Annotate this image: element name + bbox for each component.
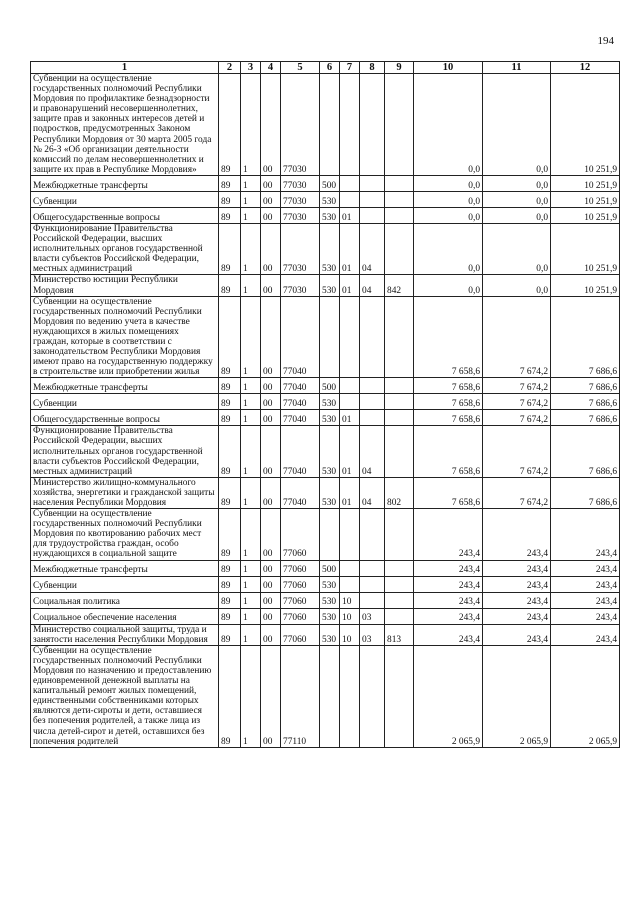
code-cell: 1 (241, 223, 261, 274)
code-cell (340, 509, 360, 560)
code-cell: 530 (320, 477, 340, 508)
code-cell: 10 (340, 624, 360, 645)
code-cell: 00 (261, 296, 281, 378)
code-cell (360, 560, 385, 576)
table-header-row (31, 62, 620, 74)
amount-cell: 243,4 (551, 576, 620, 592)
code-cell (385, 560, 414, 576)
column-header: 9 (385, 62, 414, 74)
code-cell: 530 (320, 207, 340, 223)
amount-cell: 0,0 (414, 223, 483, 274)
code-cell (360, 592, 385, 608)
code-cell (360, 394, 385, 410)
amount-cell: 243,4 (551, 509, 620, 560)
table-row (31, 378, 620, 394)
row-name: Межбюджетные трансферты (31, 175, 219, 191)
amount-cell: 0,0 (414, 275, 483, 296)
row-name: Субвенции на осуществление государственных полномочий Республики Мордовия по профилактике безнадзорности и правонарушений несовершеннолетних, защите прав и законных интересов детей и подростков, предусмотренных Законом Республики Мордовия от 30 марта 2005 года № 26-З «Об организации деятельности комиссий по делам несовершеннолетних и защите их прав в Республике Мордовия» (31, 74, 219, 176)
amount-cell: 10 251,9 (551, 223, 620, 274)
code-cell: 530 (320, 608, 340, 624)
amount-cell: 7 658,6 (414, 378, 483, 394)
code-cell (385, 296, 414, 378)
code-cell: 1 (241, 608, 261, 624)
code-cell (360, 175, 385, 191)
code-cell: 89 (219, 410, 241, 426)
code-cell: 1 (241, 645, 261, 747)
code-cell (385, 576, 414, 592)
amount-cell: 243,4 (483, 509, 551, 560)
amount-cell: 243,4 (483, 624, 551, 645)
amount-cell: 0,0 (414, 175, 483, 191)
code-cell: 500 (320, 560, 340, 576)
code-cell: 842 (385, 275, 414, 296)
code-cell (385, 207, 414, 223)
code-cell: 77060 (281, 608, 320, 624)
code-cell (385, 645, 414, 747)
column-header: 3 (241, 62, 261, 74)
amount-cell: 10 251,9 (551, 207, 620, 223)
code-cell: 1 (241, 296, 261, 378)
code-cell: 89 (219, 624, 241, 645)
column-header: 2 (219, 62, 241, 74)
code-cell: 89 (219, 592, 241, 608)
code-cell: 1 (241, 175, 261, 191)
amount-cell: 7 686,6 (551, 394, 620, 410)
amount-cell: 7 658,6 (414, 410, 483, 426)
row-name: Субвенции (31, 576, 219, 592)
code-cell: 00 (261, 426, 281, 477)
code-cell: 1 (241, 191, 261, 207)
amount-cell: 243,4 (551, 592, 620, 608)
code-cell: 89 (219, 296, 241, 378)
code-cell: 04 (360, 426, 385, 477)
code-cell (385, 74, 414, 176)
amount-cell: 0,0 (483, 275, 551, 296)
row-name: Функционирование Правительства Российской Федерации, высших исполнительных органов государственной власти субъектов Российской Федерации, местных администраций (31, 223, 219, 274)
column-header: 1 (31, 62, 219, 74)
row-name: Министерство жилищно-коммунального хозяйства, энергетики и гражданской защиты населения Республики Мордовия (31, 477, 219, 508)
code-cell (340, 560, 360, 576)
code-cell: 530 (320, 394, 340, 410)
row-name: Субвенции на осуществление государственных полномочий Республики Мордовия по назначению и предоставлению единовременной денежной выплаты на капитальный ремонт жилых помещений, единственными собственниками которых являются дети-сироты и дети, оставшиеся без попечения родителей, а также лица из числа детей-сирот и детей, оставшихся без попечения родителей (31, 645, 219, 747)
code-cell: 89 (219, 477, 241, 508)
amount-cell: 0,0 (414, 207, 483, 223)
code-cell: 00 (261, 410, 281, 426)
code-cell: 530 (320, 576, 340, 592)
amount-cell: 243,4 (414, 624, 483, 645)
row-name: Социальная политика (31, 592, 219, 608)
amount-cell: 243,4 (551, 624, 620, 645)
code-cell: 01 (340, 207, 360, 223)
code-cell (385, 509, 414, 560)
code-cell (385, 191, 414, 207)
code-cell: 89 (219, 645, 241, 747)
code-cell: 77060 (281, 560, 320, 576)
code-cell: 01 (340, 223, 360, 274)
row-name: Субвенции на осуществление государственных полномочий Республики Мордовия по ведению учета в качестве нуждающихся в жилых помещениях граждан, которые в соответствии с законодательством Республики Мордовия имеют право на государственную поддержку в строительстве или приобретении жилья (31, 296, 219, 378)
table-row (31, 608, 620, 624)
table-row (31, 509, 620, 560)
column-header: 8 (360, 62, 385, 74)
code-cell: 03 (360, 624, 385, 645)
row-name: Межбюджетные трансферты (31, 560, 219, 576)
row-name: Министерство социальной защиты, труда и занятости населения Республики Мордовия (31, 624, 219, 645)
code-cell (385, 410, 414, 426)
amount-cell: 7 686,6 (551, 410, 620, 426)
code-cell: 89 (219, 608, 241, 624)
row-name: Субвенции (31, 191, 219, 207)
code-cell: 00 (261, 275, 281, 296)
table-row (31, 207, 620, 223)
table-row (31, 624, 620, 645)
code-cell: 00 (261, 624, 281, 645)
code-cell: 01 (340, 275, 360, 296)
column-header: 6 (320, 62, 340, 74)
amount-cell: 0,0 (483, 223, 551, 274)
code-cell (320, 509, 340, 560)
amount-cell: 10 251,9 (551, 74, 620, 176)
code-cell: 89 (219, 275, 241, 296)
code-cell: 802 (385, 477, 414, 508)
code-cell: 89 (219, 394, 241, 410)
row-name: Субвенции на осуществление государственных полномочий Республики Мордовия по квотированию рабочих мест для трудоустройства граждан, особо нуждающихся в социальной защите (31, 509, 219, 560)
code-cell: 04 (360, 477, 385, 508)
code-cell: 89 (219, 207, 241, 223)
code-cell: 04 (360, 223, 385, 274)
code-cell (360, 378, 385, 394)
code-cell: 1 (241, 275, 261, 296)
amount-cell: 2 065,9 (483, 645, 551, 747)
code-cell: 1 (241, 509, 261, 560)
code-cell: 77030 (281, 207, 320, 223)
code-cell: 1 (241, 560, 261, 576)
code-cell: 1 (241, 576, 261, 592)
table-row (31, 477, 620, 508)
code-cell (360, 191, 385, 207)
amount-cell: 10 251,9 (551, 275, 620, 296)
code-cell: 77030 (281, 223, 320, 274)
code-cell: 77060 (281, 624, 320, 645)
code-cell (385, 394, 414, 410)
amount-cell: 7 674,2 (483, 477, 551, 508)
code-cell: 00 (261, 223, 281, 274)
code-cell: 813 (385, 624, 414, 645)
code-cell: 77030 (281, 191, 320, 207)
code-cell: 77060 (281, 509, 320, 560)
amount-cell: 7 674,2 (483, 378, 551, 394)
code-cell (340, 378, 360, 394)
code-cell: 00 (261, 645, 281, 747)
code-cell: 00 (261, 175, 281, 191)
amount-cell: 7 658,6 (414, 394, 483, 410)
row-name: Межбюджетные трансферты (31, 378, 219, 394)
table-row (31, 296, 620, 378)
amount-cell: 7 686,6 (551, 378, 620, 394)
code-cell: 530 (320, 275, 340, 296)
code-cell: 77030 (281, 74, 320, 176)
code-cell: 01 (340, 477, 360, 508)
amount-cell: 243,4 (483, 576, 551, 592)
code-cell: 00 (261, 378, 281, 394)
amount-cell: 2 065,9 (551, 645, 620, 747)
code-cell (360, 296, 385, 378)
amount-cell: 0,0 (483, 207, 551, 223)
table-row (31, 592, 620, 608)
column-header: 11 (483, 62, 551, 74)
code-cell: 1 (241, 394, 261, 410)
table-row (31, 223, 620, 274)
amount-cell: 7 674,2 (483, 410, 551, 426)
code-cell: 77030 (281, 275, 320, 296)
code-cell: 1 (241, 592, 261, 608)
code-cell: 530 (320, 426, 340, 477)
code-cell: 01 (340, 426, 360, 477)
amount-cell: 10 251,9 (551, 191, 620, 207)
table-row (31, 191, 620, 207)
code-cell: 00 (261, 592, 281, 608)
table-row (31, 175, 620, 191)
code-cell: 500 (320, 378, 340, 394)
code-cell: 77040 (281, 394, 320, 410)
code-cell: 530 (320, 191, 340, 207)
amount-cell: 7 674,2 (483, 296, 551, 378)
amount-cell: 7 686,6 (551, 296, 620, 378)
code-cell: 500 (320, 175, 340, 191)
row-name: Социальное обеспечение населения (31, 608, 219, 624)
code-cell: 77040 (281, 378, 320, 394)
code-cell: 00 (261, 608, 281, 624)
code-cell: 00 (261, 560, 281, 576)
amount-cell: 243,4 (414, 576, 483, 592)
code-cell: 77040 (281, 410, 320, 426)
amount-cell: 10 251,9 (551, 175, 620, 191)
code-cell: 89 (219, 509, 241, 560)
page-number: 194 (597, 35, 614, 47)
amount-cell: 7 658,6 (414, 296, 483, 378)
row-name: Общегосударственные вопросы (31, 207, 219, 223)
code-cell (385, 223, 414, 274)
code-cell: 01 (340, 410, 360, 426)
amount-cell: 243,4 (414, 592, 483, 608)
code-cell (360, 74, 385, 176)
code-cell: 77060 (281, 592, 320, 608)
code-cell: 77040 (281, 477, 320, 508)
code-cell: 89 (219, 378, 241, 394)
code-cell: 530 (320, 624, 340, 645)
code-cell: 1 (241, 410, 261, 426)
amount-cell: 0,0 (483, 191, 551, 207)
code-cell: 77030 (281, 175, 320, 191)
row-name: Функционирование Правительства Российской Федерации, высших исполнительных органов государственной власти субъектов Российской Федерации, местных администраций (31, 426, 219, 477)
code-cell: 1 (241, 426, 261, 477)
code-cell (320, 296, 340, 378)
amount-cell: 7 674,2 (483, 394, 551, 410)
code-cell: 1 (241, 207, 261, 223)
code-cell: 89 (219, 191, 241, 207)
row-name: Субвенции (31, 394, 219, 410)
amount-cell: 7 658,6 (414, 426, 483, 477)
row-name: Общегосударственные вопросы (31, 410, 219, 426)
code-cell: 89 (219, 560, 241, 576)
code-cell: 1 (241, 378, 261, 394)
column-header: 5 (281, 62, 320, 74)
code-cell: 00 (261, 509, 281, 560)
code-cell (360, 645, 385, 747)
amount-cell: 0,0 (414, 74, 483, 176)
column-header: 10 (414, 62, 483, 74)
code-cell: 1 (241, 624, 261, 645)
code-cell (320, 645, 340, 747)
code-cell (385, 378, 414, 394)
table-row (31, 560, 620, 576)
code-cell: 1 (241, 74, 261, 176)
code-cell: 530 (320, 223, 340, 274)
table-row (31, 426, 620, 477)
code-cell (320, 74, 340, 176)
code-cell: 89 (219, 576, 241, 592)
code-cell (340, 394, 360, 410)
code-cell: 89 (219, 175, 241, 191)
code-cell (360, 207, 385, 223)
code-cell: 00 (261, 207, 281, 223)
amount-cell: 243,4 (483, 592, 551, 608)
code-cell: 1 (241, 477, 261, 508)
code-cell (340, 175, 360, 191)
amount-cell: 2 065,9 (414, 645, 483, 747)
amount-cell: 0,0 (414, 191, 483, 207)
code-cell: 77040 (281, 296, 320, 378)
code-cell: 89 (219, 426, 241, 477)
code-cell: 00 (261, 394, 281, 410)
table-row (31, 275, 620, 296)
code-cell: 77040 (281, 426, 320, 477)
amount-cell: 243,4 (551, 608, 620, 624)
amount-cell: 243,4 (551, 560, 620, 576)
code-cell (340, 645, 360, 747)
amount-cell: 0,0 (483, 175, 551, 191)
code-cell (340, 191, 360, 207)
code-cell: 10 (340, 608, 360, 624)
code-cell (360, 410, 385, 426)
amount-cell: 243,4 (414, 509, 483, 560)
column-header: 4 (261, 62, 281, 74)
code-cell: 00 (261, 191, 281, 207)
amount-cell: 243,4 (414, 608, 483, 624)
code-cell (385, 592, 414, 608)
code-cell: 77060 (281, 576, 320, 592)
code-cell (360, 509, 385, 560)
code-cell: 00 (261, 477, 281, 508)
code-cell: 77110 (281, 645, 320, 747)
code-cell: 10 (340, 592, 360, 608)
code-cell: 89 (219, 223, 241, 274)
code-cell (360, 576, 385, 592)
code-cell (340, 576, 360, 592)
amount-cell: 7 686,6 (551, 477, 620, 508)
amount-cell: 243,4 (414, 560, 483, 576)
table-row (31, 576, 620, 592)
column-header: 7 (340, 62, 360, 74)
code-cell: 530 (320, 410, 340, 426)
amount-cell: 243,4 (483, 608, 551, 624)
budget-table (30, 61, 620, 748)
code-cell (340, 296, 360, 378)
code-cell: 00 (261, 74, 281, 176)
row-name: Министерство юстиции Республики Мордовия (31, 275, 219, 296)
code-cell (340, 74, 360, 176)
amount-cell: 7 686,6 (551, 426, 620, 477)
column-header: 12 (551, 62, 620, 74)
table-row (31, 74, 620, 176)
code-cell: 03 (360, 608, 385, 624)
amount-cell: 0,0 (483, 74, 551, 176)
amount-cell: 7 658,6 (414, 477, 483, 508)
code-cell: 89 (219, 74, 241, 176)
code-cell (385, 608, 414, 624)
code-cell (385, 426, 414, 477)
code-cell (385, 175, 414, 191)
code-cell: 04 (360, 275, 385, 296)
table-row (31, 645, 620, 747)
code-cell: 530 (320, 592, 340, 608)
table-row (31, 394, 620, 410)
amount-cell: 243,4 (483, 560, 551, 576)
table-row (31, 410, 620, 426)
code-cell: 00 (261, 576, 281, 592)
amount-cell: 7 674,2 (483, 426, 551, 477)
